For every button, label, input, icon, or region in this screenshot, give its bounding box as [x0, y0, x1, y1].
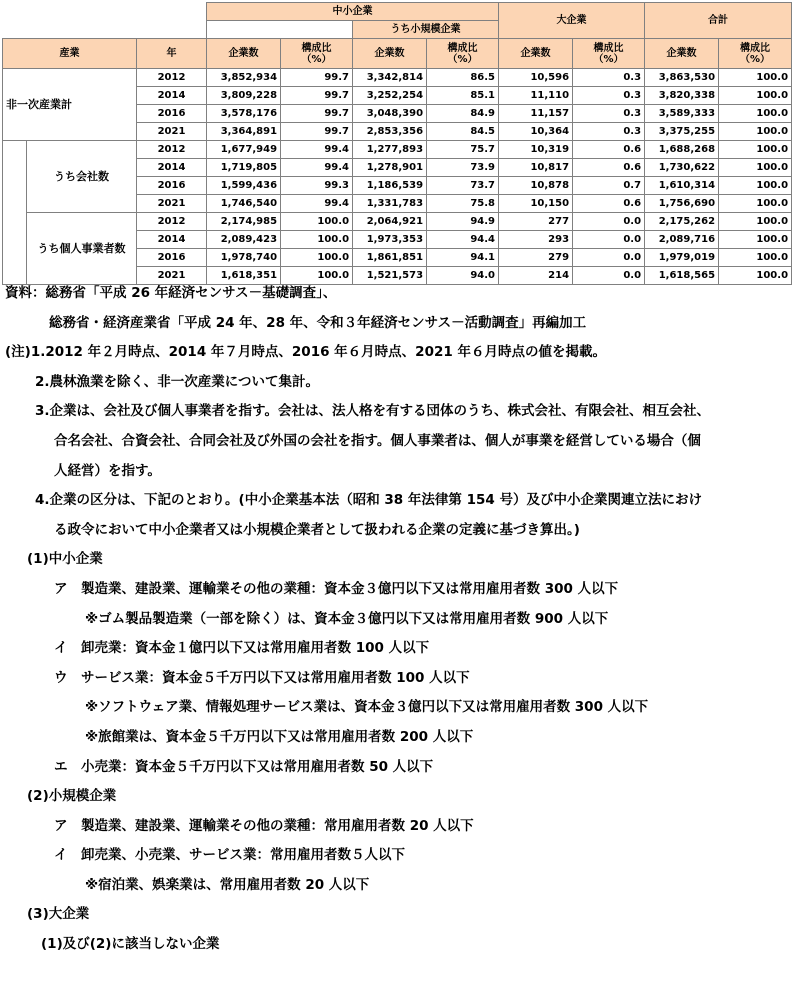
cell-sme-n: 3,364,891: [207, 123, 281, 141]
source-line-1: 資料：総務省「平成 26 年経済センサス－基礎調査」、: [5, 285, 337, 301]
section-1-item-i: イ 卸売業：資本金１億円以下又は常用雇用者数 100 人以下: [54, 640, 430, 657]
cell-total-r: 100.0: [719, 69, 792, 87]
group-label: 非一次産業計: [3, 69, 137, 141]
cell-sme-n: 1,677,949: [207, 141, 281, 159]
note-3-line-1: 3.企業は、会社及び個人事業者を指す。会社は、法人格を有する団体のうち、株式会社、有限会社、相互会社、: [35, 403, 710, 420]
ratio-unit: （%）: [740, 53, 771, 65]
cell-sme-n: 1,719,805: [207, 159, 281, 177]
cell-sme-n: 1,599,436: [207, 177, 281, 195]
cell-small-n: 1,278,901: [353, 159, 427, 177]
cell-large-n: 10,596: [499, 69, 573, 87]
section-1-item-a: ア 製造業、建設業、運輸業その他の業種：資本金３億円以下又は常用雇用者数 300 人以下: [54, 580, 619, 597]
year-cell: 2016: [137, 177, 207, 195]
cell-large-r: 0.7: [573, 177, 645, 195]
header-sme: 中小企業: [207, 3, 499, 21]
group-indent: [3, 141, 27, 213]
table-body: [3, 69, 792, 285]
header-small-count: 企業数: [353, 39, 427, 69]
year-cell: 2012: [137, 69, 207, 87]
note-3-line-2: 合名会社、合資会社、合同会社及び外国の会社を指す。個人事業者は、個人が事業を経営している場合（個: [54, 432, 701, 449]
cell-large-r: 0.3: [573, 87, 645, 105]
cell-small-r: 94.9: [427, 213, 499, 231]
cell-sme-r: 99.7: [281, 123, 353, 141]
cell-small-r: 73.7: [427, 177, 499, 195]
note-3-line-3: 人経営）を指す。: [54, 462, 161, 479]
header-sme-ratio: [281, 39, 353, 69]
header-total-ratio: [719, 39, 792, 69]
cell-small-n: 3,048,390: [353, 105, 427, 123]
year-cell: 2012: [137, 141, 207, 159]
cell-total-n: 1,688,268: [645, 141, 719, 159]
section-1-item-u-note-1: ※ソフトウェア業、情報処理サービス業は、資本金３億円以下又は常用雇用者数 300 人以下: [85, 699, 649, 716]
year-cell: 2012: [137, 213, 207, 231]
cell-sme-n: 3,852,934: [207, 69, 281, 87]
header-small-ratio: [427, 39, 499, 69]
cell-sme-r: 100.0: [281, 249, 353, 267]
table-row: [3, 213, 792, 231]
cell-large-n: 10,817: [499, 159, 573, 177]
cell-large-r: 0.6: [573, 141, 645, 159]
header-corner-blank: [3, 3, 207, 39]
header-total: 合計: [645, 3, 792, 39]
cell-large-n: 10,878: [499, 177, 573, 195]
cell-total-r: 100.0: [719, 267, 792, 285]
cell-small-n: 1,861,851: [353, 249, 427, 267]
cell-small-r: 94.1: [427, 249, 499, 267]
header-total-count: 企業数: [645, 39, 719, 69]
cell-small-r: 73.9: [427, 159, 499, 177]
header-large-count: 企業数: [499, 39, 573, 69]
cell-sme-n: 1,618,351: [207, 267, 281, 285]
cell-sme-n: 3,578,176: [207, 105, 281, 123]
table-row: [3, 141, 792, 159]
cell-large-r: 0.0: [573, 213, 645, 231]
cell-large-n: 293: [499, 231, 573, 249]
cell-sme-r: 100.0: [281, 267, 353, 285]
header-large: 大企業: [499, 3, 645, 39]
ratio-label: 構成比: [301, 42, 332, 54]
cell-sme-r: 99.3: [281, 177, 353, 195]
cell-total-r: 100.0: [719, 195, 792, 213]
cell-small-r: 75.7: [427, 141, 499, 159]
group-indent: [3, 213, 27, 285]
cell-small-n: 1,973,353: [353, 231, 427, 249]
header-large-ratio: [573, 39, 645, 69]
cell-sme-r: 99.7: [281, 87, 353, 105]
cell-sme-n: 2,174,985: [207, 213, 281, 231]
cell-small-r: 94.4: [427, 231, 499, 249]
header-small: うち小規模企業: [353, 21, 499, 39]
cell-total-n: 2,089,716: [645, 231, 719, 249]
year-cell: 2014: [137, 87, 207, 105]
cell-sme-n: 1,746,540: [207, 195, 281, 213]
cell-total-r: 100.0: [719, 159, 792, 177]
note-4-line-1: 4.企業の区分は、下記のとおり。(中小企業基本法（昭和 38 年法律第 154 号）及び中小企業関連立法におけ: [35, 492, 702, 509]
cell-total-n: 3,589,333: [645, 105, 719, 123]
cell-large-n: 11,110: [499, 87, 573, 105]
cell-large-n: 10,364: [499, 123, 573, 141]
cell-large-r: 0.0: [573, 267, 645, 285]
cell-total-r: 100.0: [719, 249, 792, 267]
cell-large-n: 214: [499, 267, 573, 285]
year-cell: 2016: [137, 105, 207, 123]
section-3-body: (1)及び(2)に該当しない企業: [41, 936, 220, 953]
cell-total-n: 3,820,338: [645, 87, 719, 105]
cell-sme-r: 99.4: [281, 159, 353, 177]
cell-total-n: 3,863,530: [645, 69, 719, 87]
cell-small-r: 85.1: [427, 87, 499, 105]
cell-sme-r: 99.4: [281, 141, 353, 159]
header-sme-blank: [207, 21, 353, 39]
section-1-item-e: エ 小売業：資本金５千万円以下又は常用雇用者数 50 人以下: [54, 758, 434, 775]
notes-section: [5, 279, 710, 960]
cell-large-r: 0.0: [573, 231, 645, 249]
year-cell: 2014: [137, 231, 207, 249]
cell-total-n: 3,375,255: [645, 123, 719, 141]
cell-large-r: 0.6: [573, 195, 645, 213]
cell-small-r: 84.5: [427, 123, 499, 141]
cell-large-r: 0.3: [573, 105, 645, 123]
cell-small-n: 1,521,573: [353, 267, 427, 285]
source-line-2: 総務省・経済産業省「平成 24 年、28 年、令和３年経済センサス－活動調査」再編加工: [49, 314, 587, 331]
cell-total-n: 1,610,314: [645, 177, 719, 195]
section-1-heading: (1)中小企業: [27, 551, 103, 568]
cell-large-n: 279: [499, 249, 573, 267]
cell-total-r: 100.0: [719, 177, 792, 195]
cell-large-n: 11,157: [499, 105, 573, 123]
section-1-item-u-note-2: ※旅館業は、資本金５千万円以下又は常用雇用者数 200 人以下: [85, 728, 474, 745]
enterprise-statistics-table: [2, 2, 792, 285]
year-cell: 2021: [137, 123, 207, 141]
cell-total-r: 100.0: [719, 213, 792, 231]
cell-total-n: 1,618,565: [645, 267, 719, 285]
header-sme-count: 企業数: [207, 39, 281, 69]
cell-total-n: 2,175,262: [645, 213, 719, 231]
cell-large-n: 10,150: [499, 195, 573, 213]
note-1: (注)1.2012 年２月時点、2014 年７月時点、2016 年６月時点、2021 年６月時点の値を掲載。: [5, 344, 606, 361]
cell-sme-r: 99.7: [281, 69, 353, 87]
ratio-label: 構成比: [447, 42, 478, 54]
cell-total-r: 100.0: [719, 123, 792, 141]
cell-sme-r: 100.0: [281, 231, 353, 249]
cell-total-n: 1,979,019: [645, 249, 719, 267]
ratio-unit: （%）: [593, 53, 624, 65]
cell-large-r: 0.6: [573, 159, 645, 177]
note-2: 2.農林漁業を除く、非一次産業について集計。: [35, 373, 319, 390]
cell-small-n: 1,186,539: [353, 177, 427, 195]
cell-large-n: 277: [499, 213, 573, 231]
cell-small-r: 84.9: [427, 105, 499, 123]
cell-total-r: 100.0: [719, 87, 792, 105]
cell-small-r: 75.8: [427, 195, 499, 213]
cell-sme-n: 2,089,423: [207, 231, 281, 249]
cell-sme-r: 100.0: [281, 213, 353, 231]
note-4-line-2: る政令において中小企業者又は小規模企業者として扱われる企業の定義に基づき算出。): [54, 521, 580, 538]
ratio-label: 構成比: [740, 42, 771, 54]
section-2-heading: (2)小規模企業: [27, 788, 117, 805]
year-cell: 2014: [137, 159, 207, 177]
section-2-item-i: イ 卸売業、小売業、サービス業：常用雇用者数５人以下: [54, 847, 405, 864]
section-3-heading: (3)大企業: [27, 906, 90, 923]
section-2-item-i-note: ※宿泊業、娯楽業は、常用雇用者数 20 人以下: [85, 876, 370, 893]
cell-sme-n: 1,978,740: [207, 249, 281, 267]
cell-large-r: 0.3: [573, 69, 645, 87]
cell-large-r: 0.3: [573, 123, 645, 141]
cell-total-r: 100.0: [719, 105, 792, 123]
header-industry: 産業: [3, 39, 137, 69]
enterprise-statistics-table-container: [2, 2, 792, 285]
group-label: うち個人事業者数: [27, 213, 137, 285]
cell-large-r: 0.0: [573, 249, 645, 267]
cell-small-n: 1,331,783: [353, 195, 427, 213]
cell-total-n: 1,730,622: [645, 159, 719, 177]
section-2-item-a: ア 製造業、建設業、運輸業その他の業種：常用雇用者数 20 人以下: [54, 817, 474, 834]
cell-small-n: 2,064,921: [353, 213, 427, 231]
year-cell: 2016: [137, 249, 207, 267]
cell-sme-r: 99.4: [281, 195, 353, 213]
cell-small-r: 94.0: [427, 267, 499, 285]
cell-total-r: 100.0: [719, 231, 792, 249]
group-label: うち会社数: [27, 141, 137, 213]
ratio-unit: （%）: [301, 53, 332, 65]
cell-small-r: 86.5: [427, 69, 499, 87]
section-1-item-a-note: ※ゴム製品製造業（一部を除く）は、資本金３億円以下又は常用雇用者数 900 人以下: [85, 610, 609, 627]
cell-large-n: 10,319: [499, 141, 573, 159]
cell-total-n: 1,756,690: [645, 195, 719, 213]
year-cell: 2021: [137, 267, 207, 285]
table-row: [3, 69, 792, 87]
ratio-label: 構成比: [593, 42, 624, 54]
section-1-item-u: ウ サービス業：資本金５千万円以下又は常用雇用者数 100 人以下: [54, 669, 470, 686]
cell-sme-n: 3,809,228: [207, 87, 281, 105]
cell-total-r: 100.0: [719, 141, 792, 159]
year-cell: 2021: [137, 195, 207, 213]
header-year: 年: [137, 39, 207, 69]
cell-small-n: 1,277,893: [353, 141, 427, 159]
cell-sme-r: 99.7: [281, 105, 353, 123]
cell-small-n: 3,252,254: [353, 87, 427, 105]
ratio-unit: （%）: [447, 53, 478, 65]
cell-small-n: 3,342,814: [353, 69, 427, 87]
cell-small-n: 2,853,356: [353, 123, 427, 141]
